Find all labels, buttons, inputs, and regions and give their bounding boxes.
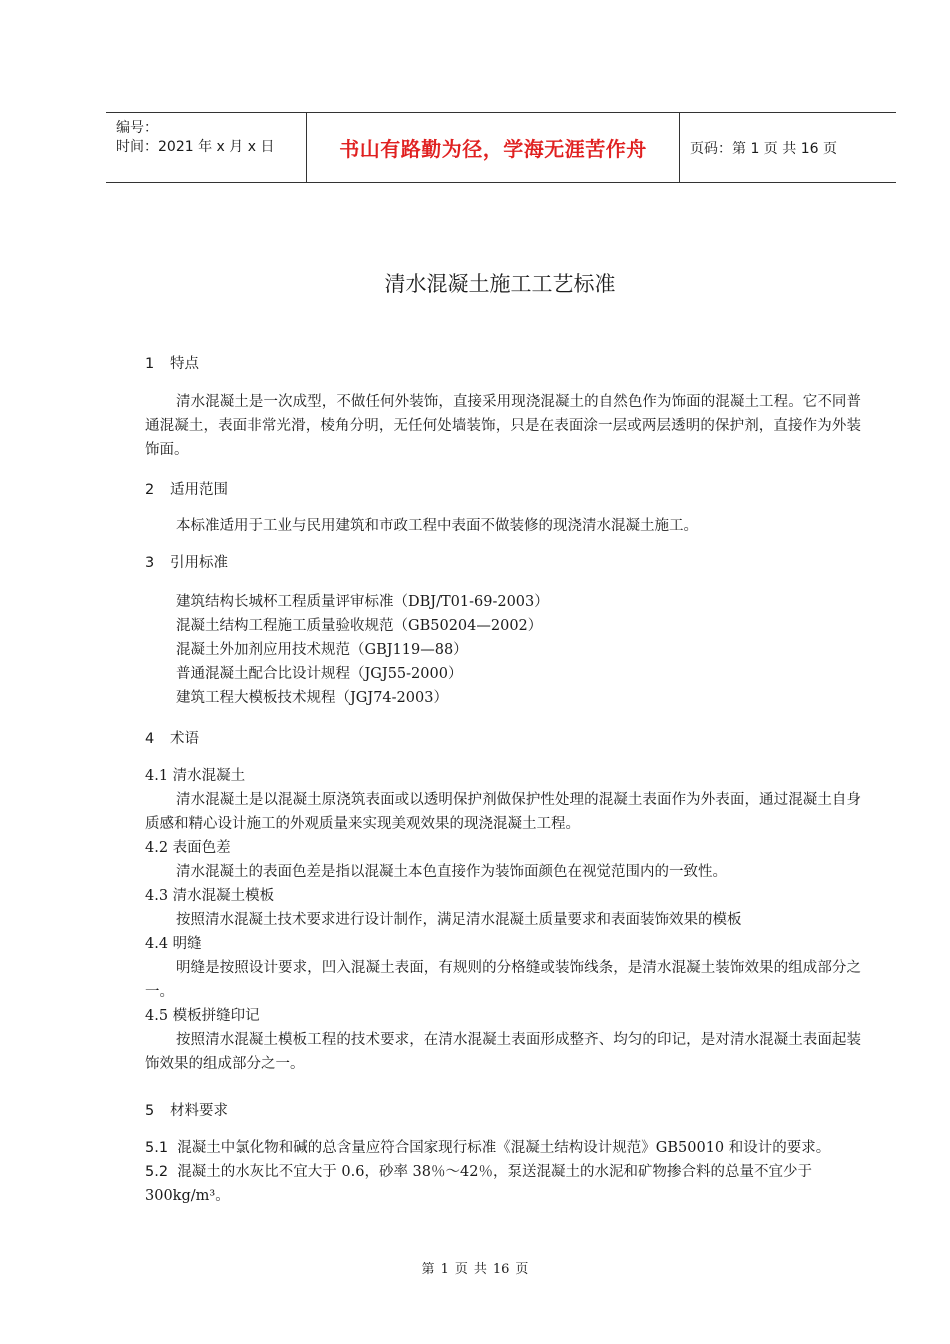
term-definition: 清水混凝土是以混凝土原浇筑表面或以透明保护剂做保护性处理的混凝土表面作为外表面，通过混凝土自身质感和精心设计施工的外观质量来实现美观效果的现浇混凝土工程。	[145, 792, 861, 832]
section-5-heading	[145, 1099, 861, 1123]
material-requirements	[145, 1136, 861, 1208]
term-definition: 清水混凝土的表面色差是指以混凝土本色直接作为装饰面颜色在视觉范围内的一致性。	[176, 864, 727, 880]
list-item: 建筑工程大模板技术规程（JGJ74-2003）	[176, 690, 448, 706]
page-footer	[0, 1258, 950, 1277]
section-2-heading	[145, 478, 861, 502]
section-title: 适用范围	[170, 482, 228, 498]
footer-page-number: 1	[440, 1262, 449, 1277]
section-4-heading	[145, 727, 861, 751]
term-heading: 4.2 表面色差	[145, 840, 231, 856]
document-date: 时间：2021 年 x 月 x 日	[116, 139, 275, 155]
requirement-item	[145, 1136, 861, 1160]
requirement-item	[145, 1160, 861, 1208]
terms-list	[145, 764, 861, 1076]
document-number-label: 编号：	[116, 120, 158, 136]
term-definition: 明缝是按照设计要求，凹入混凝土表面，有规则的分格缝或装饰线条，是清水混凝土装饰效果的组成部分之一。	[145, 960, 861, 1000]
footer-text: 共	[473, 1262, 487, 1277]
requirement-text: 混凝土中氯化物和碱的总含量应符合国家现行标准《混凝土结构设计规范》GB50010 和设计的要求。	[177, 1140, 831, 1156]
term-heading: 4.3 清水混凝土模板	[145, 888, 275, 904]
term-definition: 按照清水混凝土技术要求进行设计制作，满足清水混凝土质量要求和表面装饰效果的模板	[176, 912, 742, 928]
reference-standards-list	[145, 590, 861, 710]
section-1-paragraph: 清水混凝土是一次成型，不做任何外装饰，直接采用现浇混凝土的自然色作为饰面的混凝土工程。它不同普通混凝土，表面非常光滑，棱角分明，无任何处墙装饰，只是在表面涂一层或两层透明的保护剂，直接作为外装饰面。	[145, 394, 861, 458]
requirement-text: 混凝土的水灰比不宜大于 0.6，砂率 38％～42％，泵送混凝土的水泥和矿物掺合料的总量不宜少于 300kg/m³。	[145, 1164, 812, 1204]
list-item: 混凝土外加剂应用技术规范（GBJ119—88）	[176, 642, 468, 658]
section-number: 2	[145, 482, 155, 498]
section-title: 材料要求	[170, 1103, 228, 1119]
section-number: 5	[145, 1103, 155, 1119]
term-heading: 4.4 明缝	[145, 936, 202, 952]
section-title: 特点	[170, 356, 199, 372]
section-3-heading	[145, 551, 861, 575]
document-header	[106, 112, 896, 183]
section-number: 1	[145, 356, 155, 372]
section-number: 3	[145, 555, 155, 571]
footer-text: 页	[454, 1262, 468, 1277]
section-title: 引用标准	[170, 555, 228, 571]
list-item: 建筑结构长城杯工程质量评审标准（DBJ/T01-69-2003）	[176, 594, 549, 610]
footer-text: 第	[421, 1262, 435, 1277]
header-page-info: 页码：第 1 页 共 16 页	[690, 140, 837, 157]
requirement-number: 5.1	[145, 1140, 169, 1156]
section-number: 4	[145, 731, 155, 747]
footer-text: 页	[515, 1262, 529, 1277]
section-title: 术语	[170, 731, 199, 747]
term-definition: 按照清水混凝土模板工程的技术要求，在清水混凝土表面形成整齐、均匀的印记，是对清水混凝土表面起装饰效果的组成部分之一。	[145, 1032, 861, 1072]
section-2-paragraph: 本标准适用于工业与民用建筑和市政工程中表面不做装修的现浇清水混凝土施工。	[176, 518, 698, 534]
requirement-number: 5.2	[145, 1164, 169, 1180]
section-1-heading	[145, 352, 861, 376]
header-meta	[106, 113, 307, 182]
list-item: 混凝土结构工程施工质量验收规范（GB50204—2002）	[176, 618, 543, 634]
list-item: 普通混凝土配合比设计规程（JGJ55-2000）	[176, 666, 463, 682]
term-heading: 4.5 模板拼缝印记	[145, 1008, 260, 1024]
header-motto: 书山有路勤为径，学海无涯苦作舟	[307, 113, 680, 182]
document-title: 清水混凝土施工工艺标准	[384, 272, 616, 296]
term-heading: 4.1 清水混凝土	[145, 768, 246, 784]
footer-total-pages: 16	[492, 1262, 510, 1277]
